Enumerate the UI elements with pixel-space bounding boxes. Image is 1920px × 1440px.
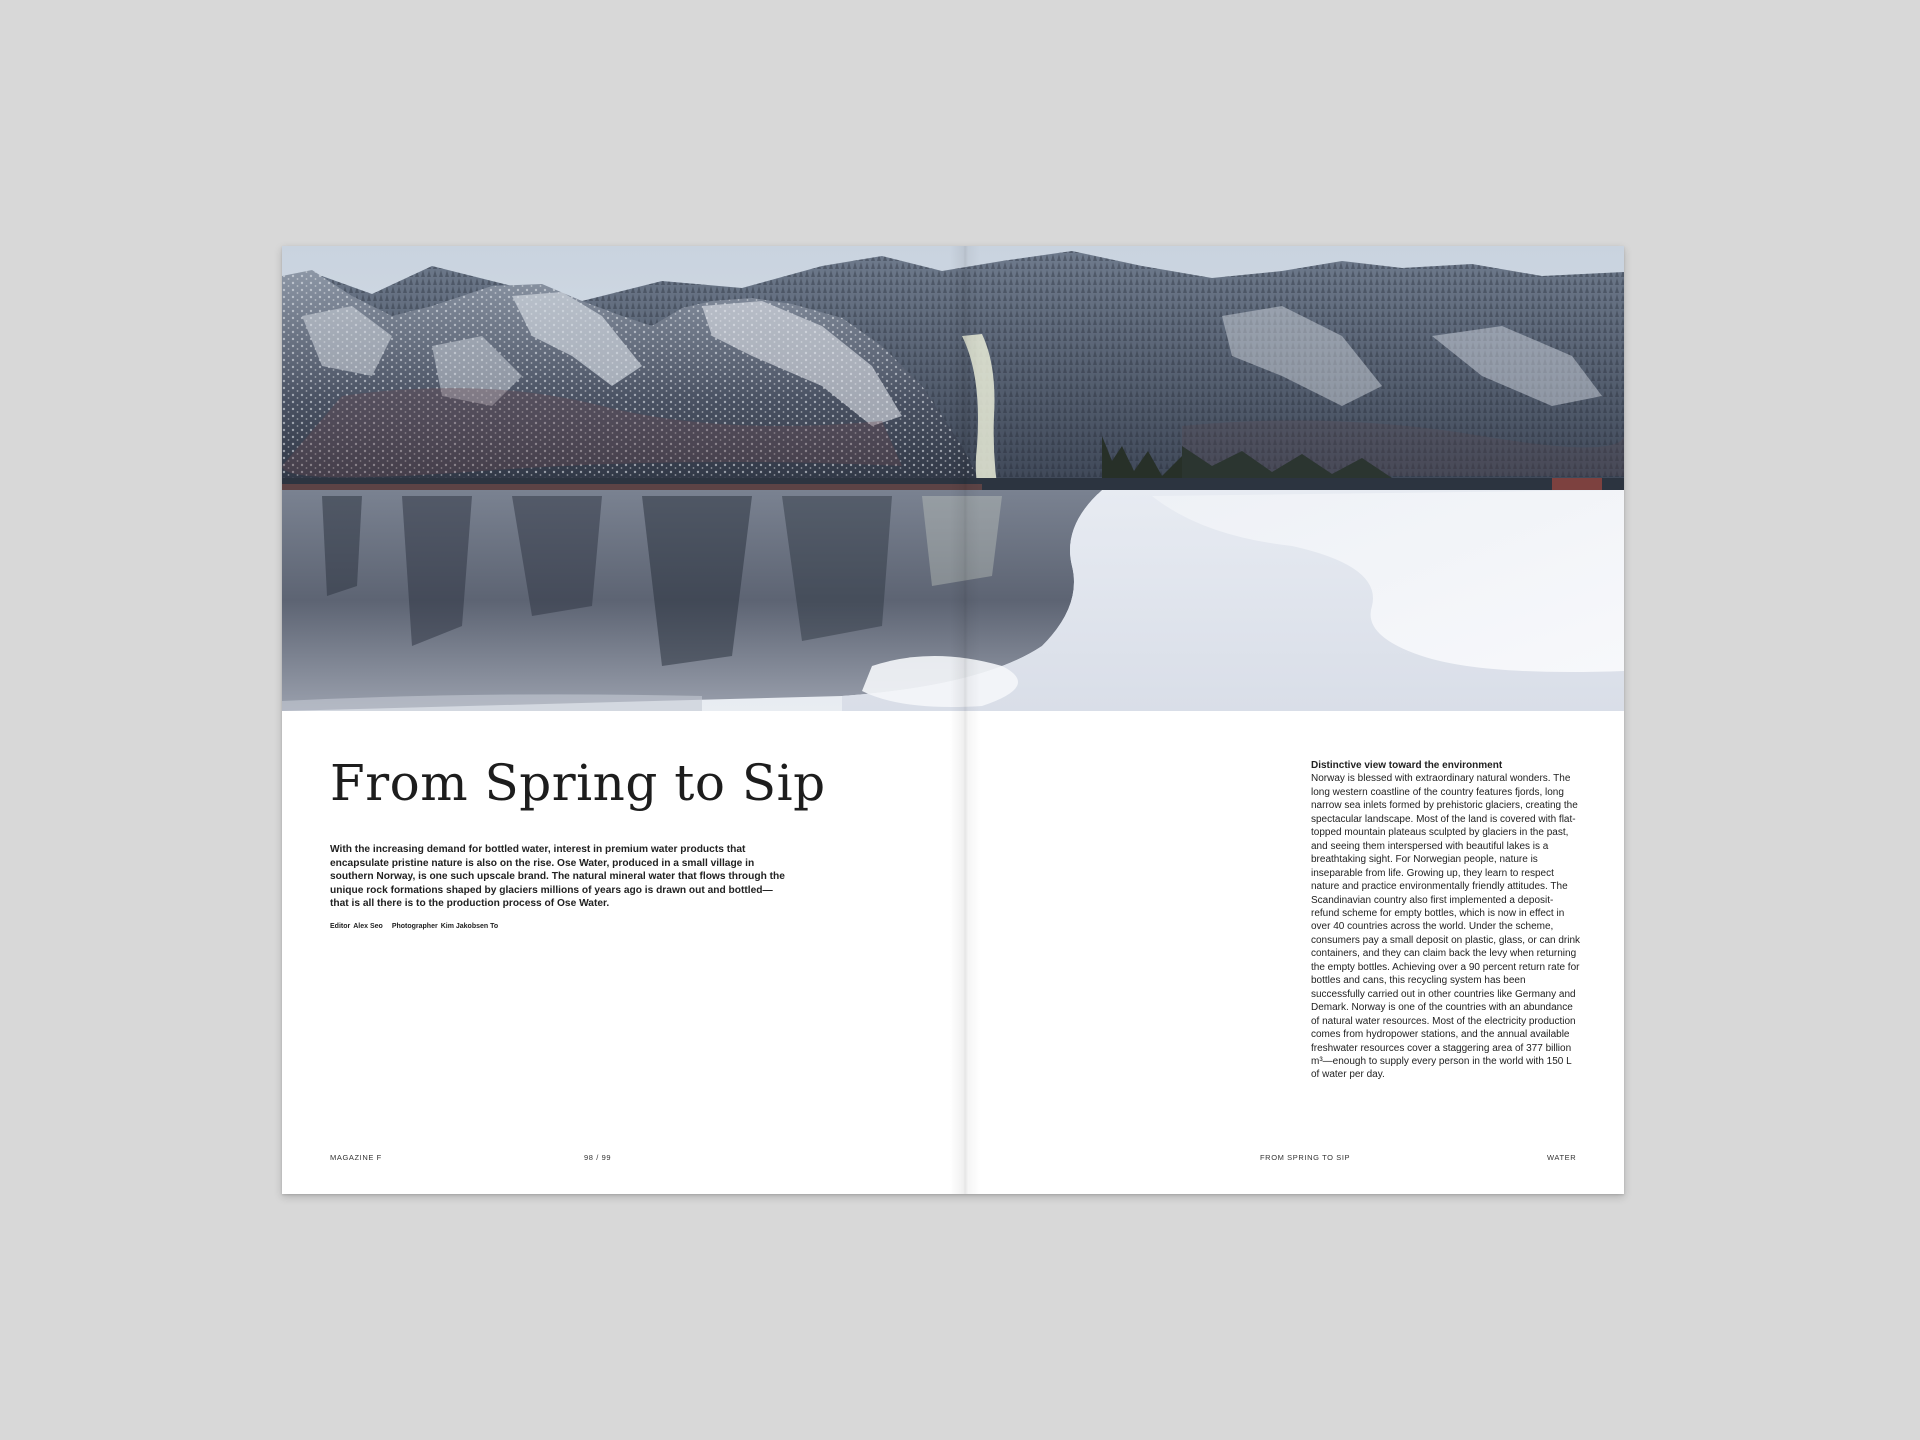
article-title: From Spring to Sip xyxy=(330,754,826,812)
sidebar-column xyxy=(1311,759,1581,1082)
editor-label: Editor xyxy=(330,923,351,930)
photographer-name: Kim Jakobsen To xyxy=(440,923,499,930)
article-credits xyxy=(330,923,501,930)
editor-name: Alex Seo xyxy=(353,923,383,930)
footer-section-name: WATER xyxy=(1547,1153,1577,1162)
footer-page-numbers: 98 / 99 xyxy=(584,1153,612,1162)
photographer-label: Photographer xyxy=(391,923,438,930)
magazine-spread xyxy=(282,246,1624,1194)
footer-magazine-name: MAGAZINE F xyxy=(330,1153,382,1162)
article-lede: With the increasing demand for bottled water, interest in premium water products that encapsulate pristine nature is also on the rise. Ose Water, produced in a small village in southern Norway, is one such upscale brand. The natural mineral water that flows through the unique rock formations shaped by glaciers millions of years ago is drawn out and bottled—that is all there is to the production process of Ose Water. xyxy=(330,844,785,909)
sidebar-heading: Distinctive view toward the environment xyxy=(1311,760,1503,771)
sidebar-body: Norway is blessed with extraordinary natural wonders. The long western coastline of the country features fjords, long narrow sea inlets formed by prehistoric glaciers, creating the spectacular landscape. Most of the land is covered with flat-topped mountain plateaus sculpted by glaciers in the past, and seeing them interspersed with beautiful lakes is a breathtaking sight. For Norwegian people, nature is inseparable from life. Growing up, they learn to respect nature and practice environmentally friendly attitudes. The Scandinavian country also first implemented a deposit-refund scheme for empty bottles, which is now in effect in over 40 countries across the world. Under the scheme, consumers pay a small deposit on plastic, glass, or can drink containers, and they can claim back the levy when returning the empty bottles. Achieving over a 90 percent return rate for bottles and cans, this recycling system has been successfully carried out in other countries like Germany and Demark. Norway is one of the countries with an abundance of natural water resources. Most of the electricity production comes from hydropower stations, and the annual available freshwater resources cover a staggering area of 377 billion m³—enough to supply every person in the world with 150 L of water per day. xyxy=(1311,773,1581,1081)
landscape-photo xyxy=(282,246,1624,711)
footer-section-title: FROM SPRING TO SIP xyxy=(1260,1153,1351,1162)
